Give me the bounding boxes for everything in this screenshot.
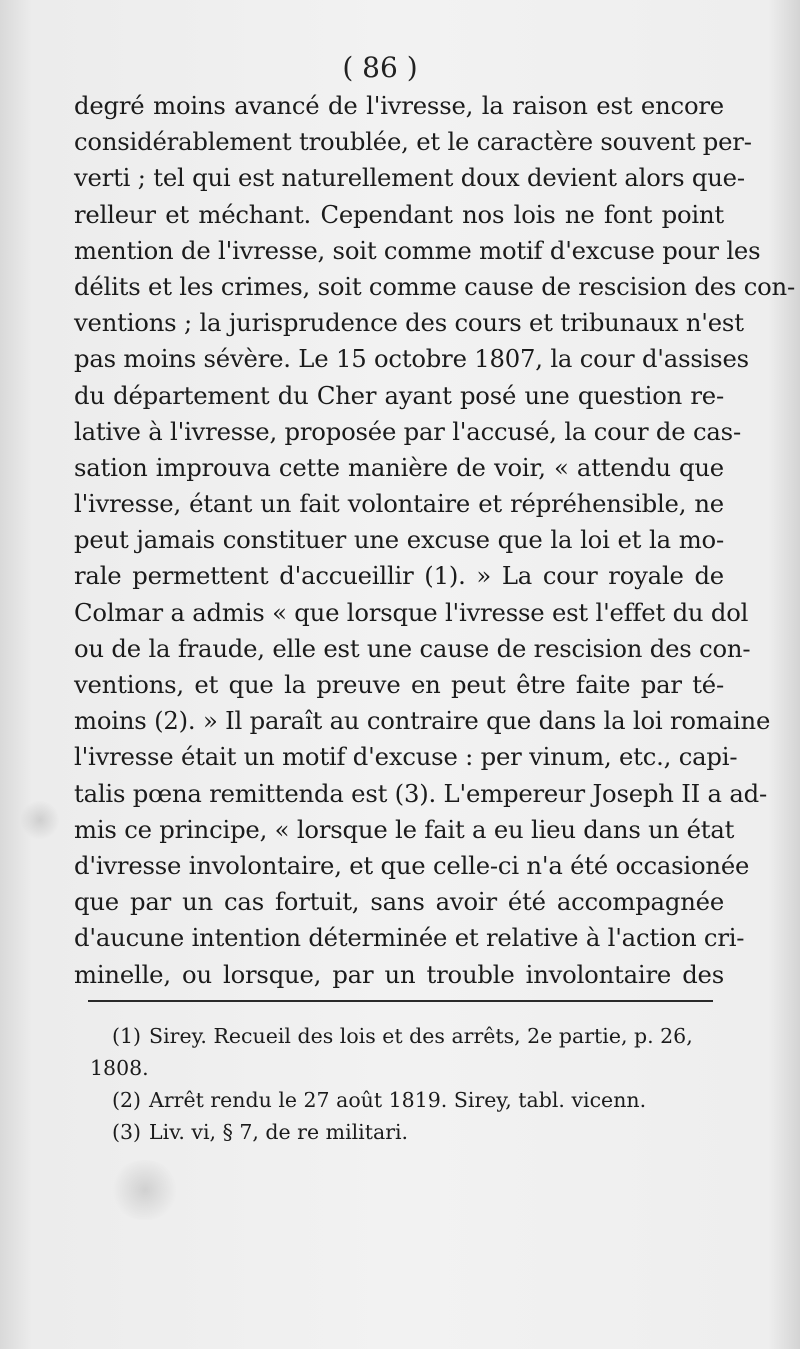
text-line: moins (2). » Il paraît au contraire que dans la loi romaine — [74, 706, 771, 736]
footnote-text: Sirey. Recueil des lois et des arrêts, 2e partie, p. 26, — [149, 1024, 693, 1048]
text-line: ventions, et que la preuve en peut être faite par té- — [74, 670, 724, 699]
footnotes — [90, 1020, 722, 1148]
footnote-rule — [88, 1000, 713, 1002]
text-line: délits et les crimes, soit comme cause de rescision des con- — [74, 271, 795, 301]
footnote-marker: (1) — [112, 1024, 142, 1048]
footnote-marker: (3) — [112, 1120, 142, 1144]
text-line: considérablement troublée, et le caractère souvent per- — [74, 127, 752, 157]
footnote-2 — [112, 1084, 722, 1116]
footnote-1-continuation: 1808. — [90, 1056, 149, 1080]
text-line: minelle, ou lorsque, par un trouble involontaire des — [74, 959, 724, 989]
text-line: rale permettent d'accueillir (1). » La cour royale de — [74, 561, 724, 591]
text-line: du département du Cher ayant posé une question re- — [74, 380, 724, 410]
text-line: pas moins sévère. Le 15 octobre 1807, la cour d'assises — [74, 344, 749, 374]
text-line: ou de la fraude, elle est une cause de rescision des con- — [74, 633, 751, 663]
footnote-text: Liv. vi, § 7, de re militari. — [149, 1120, 409, 1144]
footnote-text: Arrêt rendu le 27 août 1819. Sirey, tabl. vicenn. — [149, 1088, 647, 1112]
text-line: l'ivresse, étant un fait volontaire et répréhensible, ne — [74, 489, 724, 519]
footnote-1 — [112, 1020, 722, 1052]
text-line: d'aucune intention déterminée et relative à l'action cri- — [74, 923, 745, 953]
page-stain — [20, 800, 60, 840]
text-line: relleur et méchant. Cependant nos lois ne font point — [74, 199, 724, 229]
text-line: mention de l'ivresse, soit comme motif d'excuse pour les — [74, 235, 761, 265]
text-line: Colmar a admis « que lorsque l'ivresse est l'effet du dol — [74, 597, 749, 627]
page-stain — [110, 1160, 180, 1220]
text-line: lative à l'ivresse, proposée par l'accusé, la cour de cas- — [74, 416, 741, 446]
text-line: sation improuva cette manière de voir, « attendu que — [74, 452, 724, 482]
text-line: mis ce principe, « lorsque le fait a eu lieu dans un état — [74, 814, 735, 844]
text-line: l'ivresse était un motif d'excuse : per vinum, etc., capi- — [74, 742, 738, 772]
text-line: peut jamais constituer une excuse que la loi et la mo- — [74, 525, 724, 555]
body-text — [74, 88, 795, 993]
text-line: d'ivresse involontaire, et que celle-ci n'a été occasionée — [74, 850, 750, 880]
text-line: talis pœna remittenda est (3). L'empereur Joseph II a ad- — [74, 778, 767, 808]
text-line: verti ; tel qui est naturellement doux devient alors que- — [74, 163, 745, 193]
footnote-marker: (2) — [112, 1088, 142, 1112]
text-line: ventions ; la jurisprudence des cours et tribunaux n'est — [74, 308, 744, 338]
text-line: que par un cas fortuit, sans avoir été accompagnée — [74, 887, 724, 917]
text-line: degré moins avancé de l'ivresse, la raison est encore — [74, 91, 724, 120]
footnote-3 — [112, 1116, 722, 1148]
page-number: ( 86 ) — [342, 51, 418, 84]
